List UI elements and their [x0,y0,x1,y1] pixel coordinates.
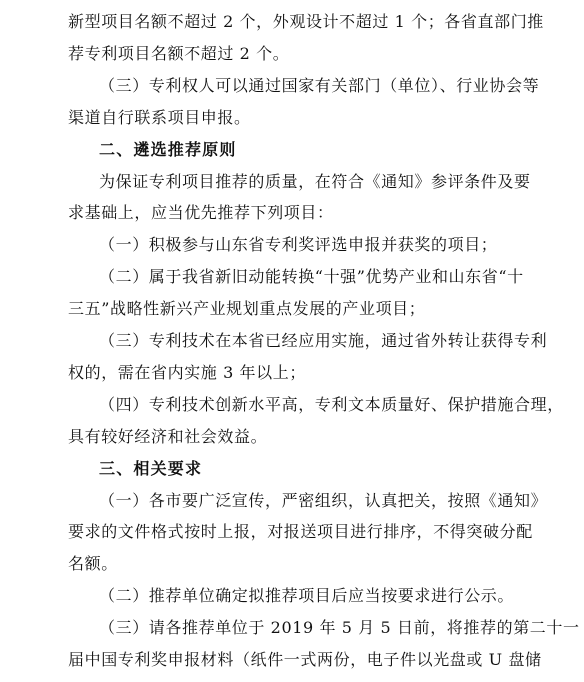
section-heading: 二、遴选推荐原则 [99,139,237,159]
list-item-line: （三）专利技术在本省已经应用实施，通过省外转让获得专利 [99,331,548,350]
body-line: 求基础上，应当优先推荐下列项目： [68,203,334,223]
body-line: 具有较好经济和社会效益。 [68,426,268,446]
body-line: 名额。 [68,554,118,574]
body-line: 届中国专利奖申报材料（纸件一式两份，电子件以光盘或 U 盘储 [68,650,542,669]
body-line: 权的，需在省内实施 3 年以上； [68,362,306,382]
list-item-line: （一）积极参与山东省专利奖评选申报并获奖的项目； [99,235,498,255]
body-line: 要求的文件格式按时上报，对报送项目进行排序，不得突破分配 [68,522,533,542]
list-item-line: （二）属于我省新旧动能转换“十强”优势产业和山东省“十 [99,267,524,287]
list-item-line: （三）请各推荐单位于 2019 年 5 月 5 日前，将推荐的第二十一 [99,618,580,638]
body-line: 新型项目名额不超过 2 个，外观设计不超过 1 个；各省直部门推 [68,12,544,31]
list-item-line: （二）推荐单位确定拟推荐项目后应当按要求进行公示。 [99,586,515,606]
body-line: 渠道自行联系项目申报。 [68,107,251,127]
list-item-line: （四）专利技术创新水平高，专利文本质量好、保护措施合理， [99,394,564,414]
paragraph-line: 为保证专利项目推荐的质量，在符合《通知》参评条件及要 [99,171,531,191]
list-item-line: （三）专利权人可以通过国家有关部门（单位）、行业协会等 [99,75,540,95]
section-heading: 三、相关要求 [99,458,203,478]
body-line: 三五”战略性新兴产业规划重点发展的产业项目； [68,299,426,319]
body-line: 荐专利项目名额不超过 2 个。 [68,43,290,63]
list-item-line: （一）各市要广泛宣传，严密组织，认真把关，按照《通知》 [99,490,548,510]
